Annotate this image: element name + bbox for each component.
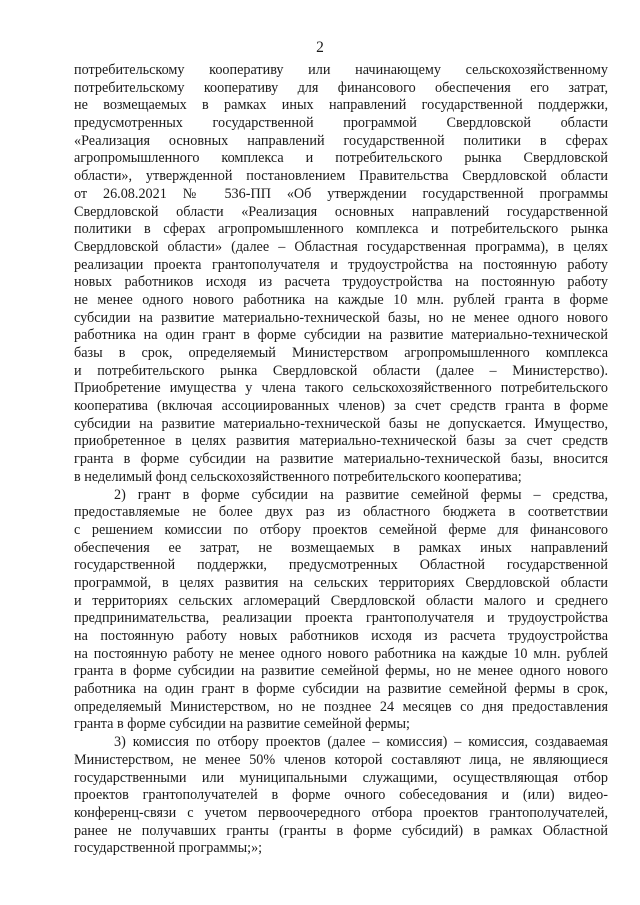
text-line: потребительскому кооперативу или начинающему сельскохозяйственному bbox=[74, 62, 608, 78]
text-line: государственной поддержки, предусмотренных Областной государственной bbox=[74, 557, 608, 574]
text-line: Свердловской области «Реализация основных направлений государственной bbox=[74, 203, 608, 220]
text-line: на постоянную работу не менее одного нового работника на каждые 10 млн. рублей bbox=[74, 645, 608, 662]
text-line: кооператива (включая ассоциированных членов) за счет средств гранта в форме bbox=[74, 398, 608, 415]
text-line: работника на один грант в форме субсидии на развитие семейной фермы в срок, bbox=[74, 681, 608, 698]
text-line: предоставляемые не более двух раз из областного бюджета в соответствии bbox=[74, 504, 608, 521]
text-line: и территориях сельских агломераций Свердловской области малого и среднего bbox=[74, 592, 608, 609]
text-line: субсидии на развитие материально-технической базы не допускается. Имущество, bbox=[74, 415, 608, 432]
text-line: не возмещаемых в рамках иных направлений государственной поддержки, bbox=[74, 97, 608, 114]
text-line: ранее не получавших гранты (гранты в форме субсидий) в рамках Областной bbox=[74, 822, 608, 839]
text-line: государственными или муниципальными служащими, осуществляющая отбор bbox=[74, 769, 608, 786]
text-line: от 26.08.2021 № 536-ПП «Об утверждении государственной программы bbox=[74, 185, 608, 202]
text-line: политики в сферах агропромышленного комплекса и потребительского рынка bbox=[74, 221, 608, 238]
page-number: 2 bbox=[316, 39, 324, 56]
text-line: гранта в форме субсидии на развитие семейной фермы; bbox=[74, 716, 410, 733]
paragraph bbox=[74, 62, 608, 487]
text-line: программой, в целях развития на сельских территориях Свердловской области bbox=[74, 574, 608, 591]
text-line: Министерством, не менее 50% членов которой составляют лица, не являющиеся bbox=[74, 751, 608, 768]
text-line: гранта в форме субсидии на развитие материально-технической базы, вносится bbox=[74, 451, 608, 468]
text-line: обеспечения ее затрат, не возмещаемых в рамках иных направлений bbox=[74, 539, 608, 556]
text-line: Свердловской области» (далее – Областная государственная программа), в целях bbox=[74, 238, 608, 255]
text-line: в неделимый фонд сельскохозяйственного потребительского кооператива; bbox=[74, 468, 522, 485]
text-line: 2) грант в форме субсидии на развитие семейной фермы – средства, bbox=[114, 486, 608, 503]
text-line: конференц-связи с учетом первоочередного отбора проектов грантополучателей, bbox=[74, 804, 608, 821]
text-line: на постоянную работу новых работников исходя из расчета трудоустройства bbox=[74, 628, 608, 644]
text-line: работника на один грант в форме субсидии на развитие материально-технической bbox=[74, 327, 608, 344]
text-line: области», утвержденной постановлением Правительства Свердловской области bbox=[74, 168, 608, 185]
text-line: агропромышленного комплекса и потребительского рынка Свердловской bbox=[74, 150, 608, 167]
paragraph bbox=[74, 487, 608, 735]
text-line: новых работников исходя из расчета трудоустройства на постоянную работу bbox=[74, 274, 608, 291]
text-line: реализации проекта грантополучателя и трудоустройства на постоянную работу bbox=[74, 256, 608, 273]
text-line: приобретенное в целях развития материально-технической базы за счет средств bbox=[74, 433, 608, 450]
text-line: государственной программы;»; bbox=[74, 840, 263, 857]
text-line: базы в срок, определяемый Министерством агропромышленного комплекса bbox=[74, 345, 608, 361]
text-line: предусмотренных государственной программой Свердловской области bbox=[74, 115, 608, 132]
text-line: и потребительского рынка Свердловской области (далее – Министерство). bbox=[74, 362, 608, 379]
text-line: потребительскому кооперативу для финансового обеспечения его затрат, bbox=[74, 79, 608, 96]
text-line: 3) комиссия по отбору проектов (далее – комиссия) – комиссия, создаваемая bbox=[114, 734, 608, 751]
text-line: определяемый Министерством, но не позднее 24 месяцев со дня предоставления bbox=[74, 698, 608, 715]
text-line: проектов грантополучателей в форме очного собеседования и (или) видео- bbox=[74, 787, 608, 804]
text-line: «Реализация основных направлений государственной политики в сферах bbox=[74, 132, 608, 149]
text-line: не менее одного нового работника на каждые 10 млн. рублей гранта в форме bbox=[74, 291, 608, 308]
text-line: субсидии на развитие материально-технической базы, но не менее одного нового bbox=[74, 309, 608, 326]
document-body bbox=[74, 62, 608, 858]
text-line: с решением комиссии по отбору проектов семейной ферме для финансового bbox=[74, 521, 608, 538]
paragraph bbox=[74, 734, 608, 858]
text-line: Приобретение имущества у члена такого сельскохозяйственного потребительского bbox=[74, 380, 608, 397]
text-line: гранта в форме субсидии на развитие семейной фермы, но не менее одного нового bbox=[74, 663, 608, 680]
text-line: предпринимательства, реализации проекта грантополучателя и трудоустройства bbox=[74, 610, 608, 627]
